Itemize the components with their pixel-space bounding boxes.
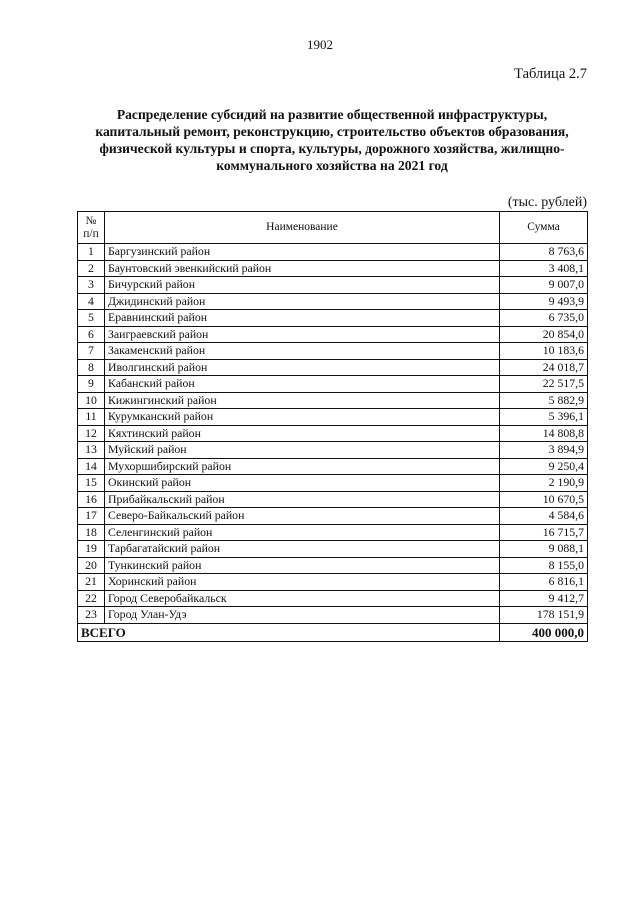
row-sum: 20 854,0 [500, 326, 588, 343]
table-row [78, 475, 588, 492]
row-sum: 9 250,4 [500, 458, 588, 475]
table-row [78, 409, 588, 426]
total-sum: 400 000,0 [500, 623, 588, 641]
row-name: Муйский район [105, 442, 500, 459]
table-row [78, 607, 588, 624]
row-name: Город Северобайкальск [105, 590, 500, 607]
row-name: Окинский район [105, 475, 500, 492]
row-num: 17 [78, 508, 105, 525]
header-name: Наименование [105, 212, 500, 244]
row-num: 5 [78, 310, 105, 327]
row-num: 13 [78, 442, 105, 459]
row-sum: 9 493,9 [500, 293, 588, 310]
row-num: 12 [78, 425, 105, 442]
row-sum: 9 007,0 [500, 277, 588, 294]
table-row [78, 524, 588, 541]
document-title: Распределение субсидий на развитие общественной инфраструктуры, капитальный ремонт, реконструкцию, строительство объектов образования, физической культуры и спорта, культуры, дорожного хозяйства, жилищно-коммунального хозяйства на 2021 год [95, 107, 569, 173]
row-name: Баунтовский эвенкийский район [105, 260, 500, 277]
row-num: 18 [78, 524, 105, 541]
row-num: 14 [78, 458, 105, 475]
row-sum: 16 715,7 [500, 524, 588, 541]
row-num: 7 [78, 343, 105, 360]
table-row [78, 557, 588, 574]
table-row [78, 541, 588, 558]
table-row [78, 260, 588, 277]
row-name: Город Улан-Удэ [105, 607, 500, 624]
table-row [78, 293, 588, 310]
header-num: № п/п [78, 212, 105, 244]
row-name: Прибайкальский район [105, 491, 500, 508]
row-name: Тункинский район [105, 557, 500, 574]
table-row [78, 458, 588, 475]
table-row [78, 442, 588, 459]
row-num: 15 [78, 475, 105, 492]
row-sum: 22 517,5 [500, 376, 588, 393]
row-sum: 5 396,1 [500, 409, 588, 426]
row-num: 3 [78, 277, 105, 294]
row-sum: 2 190,9 [500, 475, 588, 492]
table-row [78, 359, 588, 376]
row-name: Мухоршибирский район [105, 458, 500, 475]
row-name: Еравнинский район [105, 310, 500, 327]
subsidy-table [77, 211, 588, 642]
row-sum: 4 584,6 [500, 508, 588, 525]
row-num: 16 [78, 491, 105, 508]
total-row [78, 623, 588, 641]
row-num: 22 [78, 590, 105, 607]
row-sum: 6 816,1 [500, 574, 588, 591]
row-sum: 9 412,7 [500, 590, 588, 607]
row-sum: 5 882,9 [500, 392, 588, 409]
row-name: Селенгинский район [105, 524, 500, 541]
table-row [78, 425, 588, 442]
table-body [78, 244, 588, 624]
table-row [78, 277, 588, 294]
row-name: Тарбагатайский район [105, 541, 500, 558]
table-caption: Таблица 2.7 [514, 66, 587, 82]
row-name: Кабанский район [105, 376, 500, 393]
table-header-row [78, 212, 588, 244]
row-sum: 178 151,9 [500, 607, 588, 624]
table-row [78, 326, 588, 343]
row-sum: 14 808,8 [500, 425, 588, 442]
row-sum: 3 894,9 [500, 442, 588, 459]
row-num: 10 [78, 392, 105, 409]
row-name: Иволгинский район [105, 359, 500, 376]
units-label: (тыс. рублей) [507, 195, 587, 210]
page-number: 1902 [307, 37, 333, 52]
row-name: Закаменский район [105, 343, 500, 360]
row-sum: 8 155,0 [500, 557, 588, 574]
table-row [78, 392, 588, 409]
row-num: 2 [78, 260, 105, 277]
header-sum: Сумма [500, 212, 588, 244]
row-num: 6 [78, 326, 105, 343]
row-name: Джидинский район [105, 293, 500, 310]
table-row [78, 244, 588, 261]
row-sum: 6 735,0 [500, 310, 588, 327]
row-sum: 9 088,1 [500, 541, 588, 558]
table-row [78, 574, 588, 591]
row-num: 23 [78, 607, 105, 624]
row-name: Баргузинский район [105, 244, 500, 261]
row-num: 1 [78, 244, 105, 261]
row-sum: 24 018,7 [500, 359, 588, 376]
row-sum: 3 408,1 [500, 260, 588, 277]
row-num: 4 [78, 293, 105, 310]
table-row [78, 590, 588, 607]
table-row [78, 376, 588, 393]
table-row [78, 491, 588, 508]
table-row [78, 343, 588, 360]
row-name: Северо-Байкальский район [105, 508, 500, 525]
row-name: Бичурский район [105, 277, 500, 294]
total-label: ВСЕГО [78, 623, 500, 641]
row-sum: 8 763,6 [500, 244, 588, 261]
row-num: 21 [78, 574, 105, 591]
row-num: 11 [78, 409, 105, 426]
row-name: Кижингинский район [105, 392, 500, 409]
row-name: Хоринский район [105, 574, 500, 591]
table-row [78, 508, 588, 525]
row-num: 19 [78, 541, 105, 558]
row-name: Кяхтинский район [105, 425, 500, 442]
row-num: 9 [78, 376, 105, 393]
row-name: Заиграевский район [105, 326, 500, 343]
table-row [78, 310, 588, 327]
row-name: Курумканский район [105, 409, 500, 426]
row-sum: 10 183,6 [500, 343, 588, 360]
row-num: 20 [78, 557, 105, 574]
row-num: 8 [78, 359, 105, 376]
row-sum: 10 670,5 [500, 491, 588, 508]
